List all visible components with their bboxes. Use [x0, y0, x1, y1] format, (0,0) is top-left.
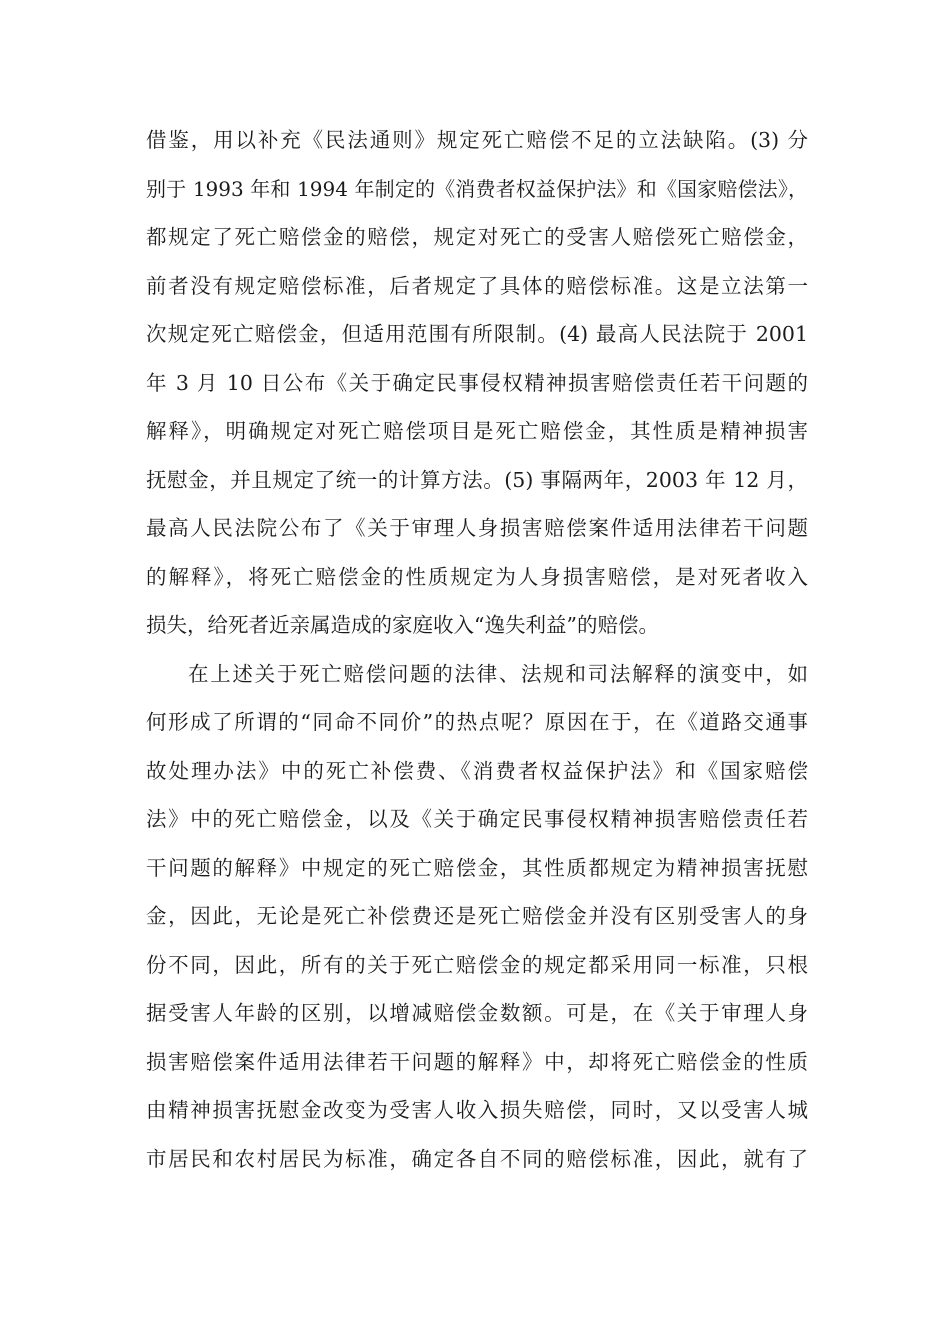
- text-line: 最高人民法院公布了《关于审理人身损害赔偿案件适用法律若干问题: [146, 516, 808, 540]
- text-line: 损失，给死者近亲属造成的家庭收入“逸失利益”的赔偿。: [146, 613, 659, 637]
- text-line: 何形成了所谓的“同命不同价”的热点呢？原因在于，在《道路交通事: [146, 710, 808, 734]
- text-line: 都规定了死亡赔偿金的赔偿，规定对死亡的受害人赔偿死亡赔偿金，: [146, 225, 808, 249]
- text-line: 借鉴，用以补充《民法通则》规定死亡赔偿不足的立法缺陷。(3) 分: [146, 128, 808, 152]
- text-line: 别于 1993 年和 1994 年制定的《消费者权益保护法》和《国家赔偿法》，: [146, 176, 808, 201]
- text-line: 抚慰金，并且规定了统一的计算方法。(5) 事隔两年，2003 年 12 月，: [146, 467, 808, 492]
- text-line: 市居民和农村居民为标准，确定各自不同的赔偿标准，因此，就有了: [146, 1146, 808, 1171]
- text-line: 干问题的解释》中规定的死亡赔偿金，其性质都规定为精神损害抚慰: [146, 855, 808, 880]
- text-line: 的解释》，将死亡赔偿金的性质规定为人身损害赔偿，是对死者收入: [146, 564, 808, 589]
- text-line: 份不同，因此，所有的关于死亡赔偿金的规定都采用同一标准，只根: [146, 952, 808, 977]
- text-line: 损害赔偿案件适用法律若干问题的解释》中，却将死亡赔偿金的性质: [146, 1049, 808, 1074]
- text-line: 法》中的死亡赔偿金，以及《关于确定民事侵权精神损害赔偿责任若: [146, 807, 808, 831]
- text-line: 在上述关于死亡赔偿问题的法律、法规和司法解释的演变中，如: [188, 661, 808, 686]
- text-line: 解释》，明确规定对死亡赔偿项目是死亡赔偿金，其性质是精神损害: [146, 419, 808, 443]
- text-line: 次规定死亡赔偿金，但适用范围有所限制。(4) 最高人民法院于 2001: [146, 322, 808, 346]
- text-line: 故处理办法》中的死亡补偿费、《消费者权益保护法》和《国家赔偿: [146, 758, 808, 783]
- text-line: 据受害人年龄的区别，以增减赔偿金数额。可是，在《关于审理人身: [146, 1001, 808, 1025]
- text-line: 由精神损害抚慰金改变为受害人收入损失赔偿，同时，又以受害人城: [146, 1098, 808, 1122]
- text-line: 金，因此，无论是死亡补偿费还是死亡赔偿金并没有区别受害人的身: [146, 904, 808, 928]
- text-line: 前者没有规定赔偿标准，后者规定了具体的赔偿标准。这是立法第一: [146, 273, 808, 298]
- body-text: [146, 116, 808, 1183]
- text-line: 年 3 月 10 日公布《关于确定民事侵权精神损害赔偿责任若干问题的: [146, 370, 808, 395]
